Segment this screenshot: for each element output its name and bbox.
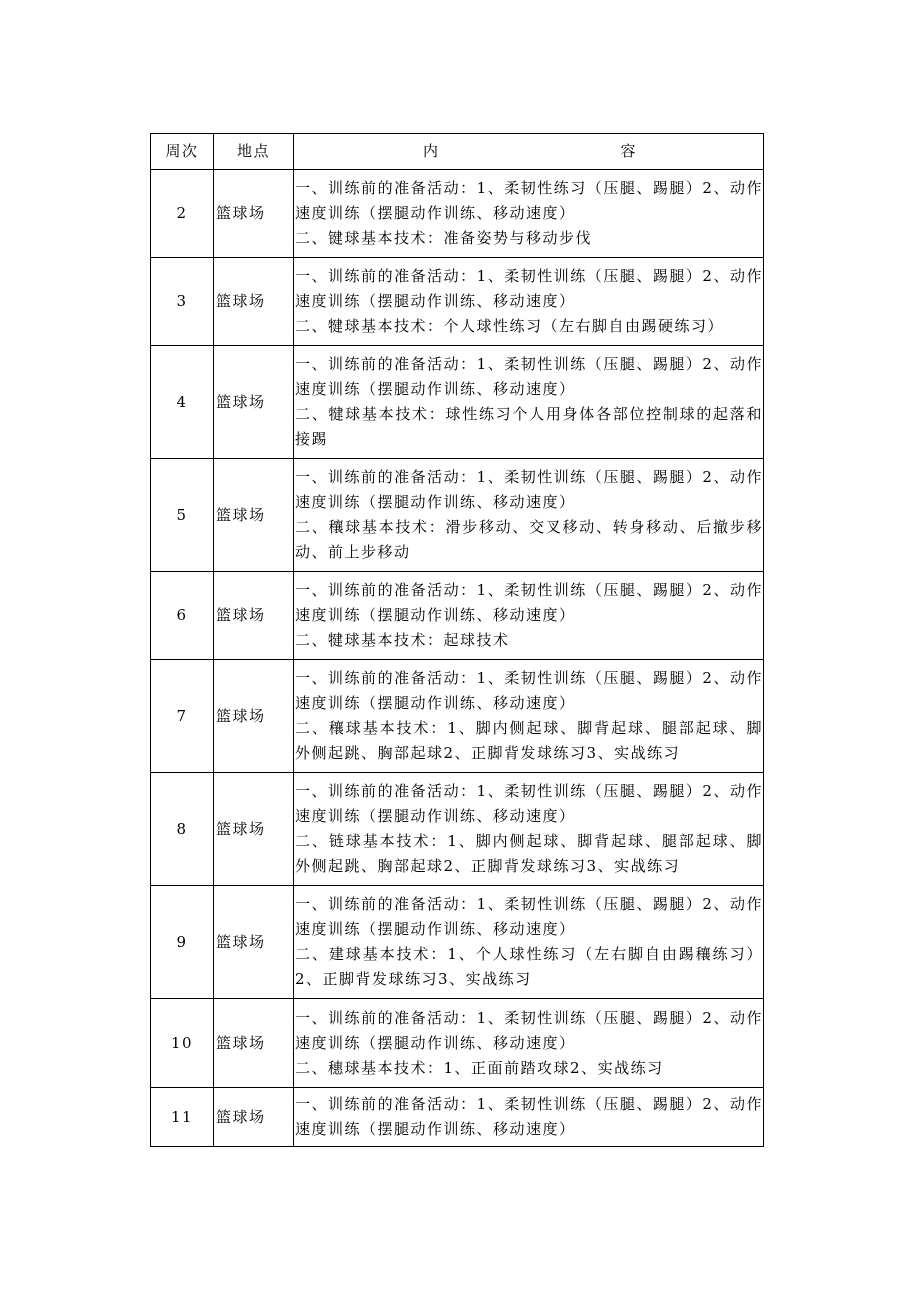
content-cell <box>294 170 764 258</box>
training-schedule-table <box>150 133 764 1147</box>
week-cell: 5 <box>151 459 214 572</box>
table-row <box>151 346 764 459</box>
content-line: 一、训练前的准备活动：1、柔韧性训练（压腿、踢腿）2、动作速度训练（摆腿动作训练、移动速度） <box>295 782 763 825</box>
table-header-row <box>151 134 764 170</box>
content-line: 一、训练前的准备活动：1、柔韧性训练（压腿、踢腿）2、动作速度训练（摆腿动作训练、移动速度） <box>295 355 763 398</box>
location-cell: 篮球场 <box>214 258 294 346</box>
table-row <box>151 999 764 1088</box>
location-cell: 篮球场 <box>214 660 294 773</box>
week-cell: 8 <box>151 773 214 886</box>
header-content-left: 内 <box>423 142 440 160</box>
header-content-right: 容 <box>620 142 637 160</box>
table-row <box>151 572 764 660</box>
location-cell: 篮球场 <box>214 572 294 660</box>
content-line: 二、键球基本技术：准备姿势与移动步伐 <box>295 229 593 247</box>
header-week: 周次 <box>151 134 214 170</box>
table-row <box>151 459 764 572</box>
location-cell: 篮球场 <box>214 459 294 572</box>
week-cell: 11 <box>151 1088 214 1147</box>
location-cell: 篮球场 <box>214 170 294 258</box>
content-line: 二、犍球基本技术：个人球性练习（左右脚自由踢硬练习） <box>295 317 725 335</box>
week-cell: 4 <box>151 346 214 459</box>
content-cell <box>294 1088 764 1147</box>
content-cell <box>294 459 764 572</box>
location-cell: 篮球场 <box>214 773 294 886</box>
table-row <box>151 660 764 773</box>
table-row <box>151 258 764 346</box>
content-line: 一、训练前的准备活动：1、柔韧性训练（压腿、踢腿）2、动作速度训练（摆腿动作训练、移动速度） <box>295 1008 763 1052</box>
location-cell: 篮球场 <box>214 886 294 999</box>
content-line: 二、穰球基本技术：滑步移动、交叉移动、转身移动、后撤步移动、前上步移动 <box>295 518 763 561</box>
week-cell: 9 <box>151 886 214 999</box>
content-cell <box>294 773 764 886</box>
content-cell <box>294 999 764 1088</box>
week-cell: 7 <box>151 660 214 773</box>
header-content <box>294 134 764 170</box>
content-line: 一、训练前的准备活动：1、柔韧性训练（压腿、踢腿）2、动作速度训练（摆腿动作训练、移动速度） <box>295 1095 763 1138</box>
content-line: 一、训练前的准备活动：1、柔韧性训练（压腿、踢腿）2、动作速度训练（摆腿动作训练、移动速度） <box>295 669 763 712</box>
week-cell: 10 <box>151 999 214 1088</box>
content-line: 一、训练前的准备活动：1、柔韧性训练（压腿、踢腿）2、动作速度训练（摆腿动作训练、移动速度） <box>295 895 763 938</box>
week-cell: 3 <box>151 258 214 346</box>
table-row <box>151 886 764 999</box>
week-cell: 6 <box>151 572 214 660</box>
content-line: 一、训练前的准备活动：1、柔韧性训练（压腿、踢腿）2、动作速度训练（摆腿动作训练、移动速度） <box>295 581 763 624</box>
table-row <box>151 170 764 258</box>
location-cell: 篮球场 <box>214 999 294 1088</box>
content-cell <box>294 572 764 660</box>
content-line: 二、犍球基本技术：球性练习个人用身体各部位控制球的起落和接踢 <box>295 405 763 448</box>
header-location: 地点 <box>214 134 294 170</box>
location-cell: 篮球场 <box>214 346 294 459</box>
table-row <box>151 1088 764 1147</box>
content-line: 一、训练前的准备活动：1、柔韧性练习（压腿、踢腿）2、动作速度训练（摆腿动作训练、移动速度） <box>295 179 763 222</box>
content-line: 二、建球基本技术：1、个人球性练习（左右脚自由踢穰练习）2、正脚背发球练习3、实战练习 <box>295 945 763 988</box>
content-line: 一、训练前的准备活动：1、柔韧性训练（压腿、踢腿）2、动作速度训练（摆腿动作训练、移动速度） <box>295 468 763 511</box>
content-cell <box>294 258 764 346</box>
content-cell <box>294 886 764 999</box>
content-line: 二、链球基本技术：1、脚内侧起球、脚背起球、腿部起球、脚外侧起跳、胸部起球2、正脚背发球练习3、实战练习 <box>295 832 763 875</box>
content-line: 二、穰球基本技术：1、脚内侧起球、脚背起球、腿部起球、脚外侧起跳、胸部起球2、正脚背发球练习3、实战练习 <box>295 719 763 762</box>
content-line: 一、训练前的准备活动：1、柔韧性训练（压腿、踢腿）2、动作速度训练（摆腿动作训练、移动速度） <box>295 267 763 310</box>
content-cell <box>294 346 764 459</box>
location-cell: 篮球场 <box>214 1088 294 1147</box>
table-row <box>151 773 764 886</box>
content-line: 二、穗球基本技术：1、正面前踏攻球2、实战练习 <box>295 1058 664 1077</box>
week-cell: 2 <box>151 170 214 258</box>
content-cell <box>294 660 764 773</box>
content-line: 二、犍球基本技术：起球技术 <box>295 631 510 649</box>
